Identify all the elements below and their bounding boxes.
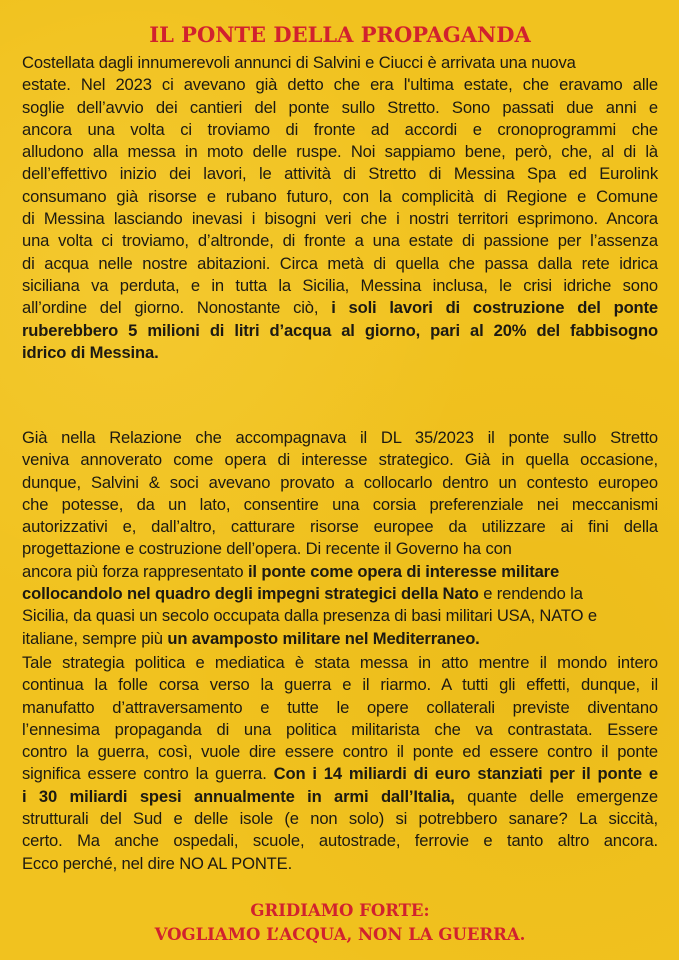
text-segment: consumano già risorse e rubano futuro, con la complicità di Regione e Comune bbox=[22, 186, 658, 206]
text-line bbox=[22, 674, 658, 696]
text-line bbox=[22, 97, 658, 119]
paragraph-war-propaganda bbox=[22, 652, 658, 875]
bold-text-segment: i soli lavori di costruzione del ponte bbox=[331, 298, 658, 318]
flyer-page bbox=[22, 0, 658, 960]
text-segment: di Messina lasciando inevasi i bisogni veri che i nostri territori esprimono. Ancora bbox=[22, 209, 658, 229]
text-line bbox=[22, 320, 658, 342]
text-segment: che potesse, da un lato, consentire una corsia preferenziale nei meccanismi bbox=[22, 494, 658, 514]
text-segment: significa essere contro la guerra. bbox=[22, 764, 274, 784]
text-line bbox=[22, 74, 658, 96]
text-segment: ancora una volta ci troviamo di fronte ad accordi e cronoprogrammi che bbox=[22, 119, 658, 139]
text-line bbox=[22, 275, 658, 297]
text-line bbox=[22, 628, 658, 650]
text-line bbox=[22, 141, 658, 163]
text-line bbox=[22, 538, 658, 560]
text-segment: una volta ci troviamo, d’altronde, di fronte a una estate di passione per l’assenza bbox=[22, 231, 658, 251]
text-line bbox=[22, 561, 658, 583]
bold-text-segment: un avamposto militare nel Mediterraneo. bbox=[167, 628, 480, 648]
text-segment: strutturali del Sud e delle isole (e non solo) si potrebbero sanare? La siccità, bbox=[22, 809, 658, 829]
text-segment: Costellata dagli innumerevoli annunci di Salvini e Ciucci è arrivata una nuova bbox=[22, 53, 576, 72]
closing-line-2: VOGLIAMO L’ACQUA, NON LA GUERRA. bbox=[154, 925, 526, 944]
text-line bbox=[22, 186, 658, 208]
text-line bbox=[22, 449, 658, 471]
page-title: IL PONTE DELLA PROPAGANDA bbox=[149, 22, 531, 47]
text-line bbox=[22, 741, 658, 763]
text-line bbox=[22, 208, 658, 230]
text-segment: italiane, sempre più bbox=[22, 628, 168, 648]
text-line bbox=[22, 583, 658, 605]
text-line bbox=[22, 763, 658, 785]
bold-text-segment: collocandolo nel quadro degli impegni strategici della Nato bbox=[22, 584, 479, 604]
text-segment: siciliana va perduta, e in tutta la Sicilia, Messina inclusa, le crisi idriche sono bbox=[22, 275, 658, 295]
closing-slogan bbox=[22, 899, 658, 947]
text-line bbox=[22, 830, 658, 852]
text-line bbox=[22, 52, 658, 74]
text-line bbox=[22, 652, 658, 674]
text-line bbox=[22, 342, 658, 364]
text-segment: Già nella Relazione che accompagnava il DL 35/2023 il ponte sullo Stretto bbox=[22, 428, 658, 447]
text-segment: ancora più forza rappresentato bbox=[22, 561, 248, 581]
text-segment: certo. Ma anche ospedali, scuole, autostrade, ferrovie e tanto altro ancora. bbox=[22, 831, 658, 851]
text-line bbox=[22, 119, 658, 141]
paragraph-water-crisis bbox=[22, 52, 658, 364]
text-line bbox=[22, 605, 658, 627]
text-line bbox=[22, 494, 658, 516]
paragraph-military-interest bbox=[22, 427, 658, 650]
text-line bbox=[22, 230, 658, 252]
text-segment: Sicilia, da quasi un secolo occupata dalla presenza di basi militari USA, NATO e bbox=[22, 606, 597, 626]
text-segment: progettazione e costruzione dell’opera. Di recente il Governo ha con bbox=[22, 539, 512, 559]
text-segment: continua la folle corsa verso la guerra e il riarmo. A tutti gli effetti, dunque, il bbox=[22, 675, 658, 695]
text-segment: manufatto d’attraversamento e tutte le opere collaterali previste diventano bbox=[22, 697, 658, 717]
text-segment: all’ordine del giorno. Nonostante ciò, bbox=[22, 298, 332, 318]
text-segment: autorizzativi e, dall’altro, catturare risorse europee da utilizzare ai fini della bbox=[22, 517, 658, 537]
text-line bbox=[22, 719, 658, 741]
text-segment: dell’effettivo inizio dei lavori, le attività di Stretto di Messina Spa ed Eurolink bbox=[22, 164, 658, 184]
text-segment: contro la guerra, così, vuole dire essere contro il ponte ed essere contro il ponte bbox=[22, 742, 658, 762]
bold-text-segment: i 30 miliardi spesi annualmente in armi dall’Italia, bbox=[22, 786, 455, 806]
text-segment: di acqua nelle nostre abitazioni. Circa metà di quella che passa dalla rete idrica bbox=[22, 253, 658, 273]
text-segment: soglie dell’avvio dei cantieri del ponte sullo Stretto. Sono passati due anni e bbox=[22, 97, 658, 117]
text-segment: Ecco perché, nel dire NO AL PONTE. bbox=[22, 853, 293, 873]
text-segment: dunque, Salvini & soci avevano provato a collocarlo dentro un contesto europeo bbox=[22, 472, 658, 492]
text-line bbox=[22, 853, 658, 875]
text-segment: alludono alla messa in moto delle ruspe. Noi sappiamo bene, però, che, al di là bbox=[22, 142, 658, 162]
bold-text-segment: il ponte come opera di interesse militare bbox=[247, 561, 560, 581]
text-line bbox=[22, 516, 658, 538]
closing-line-1: GRIDIAMO FORTE: bbox=[250, 901, 430, 920]
text-line bbox=[22, 253, 658, 275]
text-segment: quante delle emergenze bbox=[454, 786, 658, 806]
text-segment: e rendendo la bbox=[478, 584, 583, 604]
text-segment: l’ennesima propaganda di una politica militarista che va contrastata. Essere bbox=[22, 719, 658, 739]
bold-text-segment: Con i 14 miliardi di euro stanziati per il ponte e bbox=[273, 764, 658, 784]
text-segment: veniva annoverato come opera di interesse strategico. Già in quella occasione, bbox=[22, 450, 658, 470]
text-line bbox=[22, 786, 658, 808]
text-line bbox=[22, 697, 658, 719]
bold-text-segment: idrico di Messina. bbox=[22, 342, 159, 362]
text-line bbox=[22, 472, 658, 494]
bold-text-segment: ruberebbero 5 milioni di litri d’acqua al giorno, pari al 20% del fabbisogno bbox=[22, 320, 658, 340]
text-segment: Tale strategia politica e mediatica è stata messa in atto mentre il mondo intero bbox=[22, 653, 658, 672]
text-line bbox=[22, 427, 658, 449]
text-line bbox=[22, 163, 658, 185]
text-segment: estate. Nel 2023 ci avevano già detto che era l'ultima estate, che eravamo alle bbox=[22, 75, 658, 95]
text-line bbox=[22, 808, 658, 830]
text-line bbox=[22, 297, 658, 319]
